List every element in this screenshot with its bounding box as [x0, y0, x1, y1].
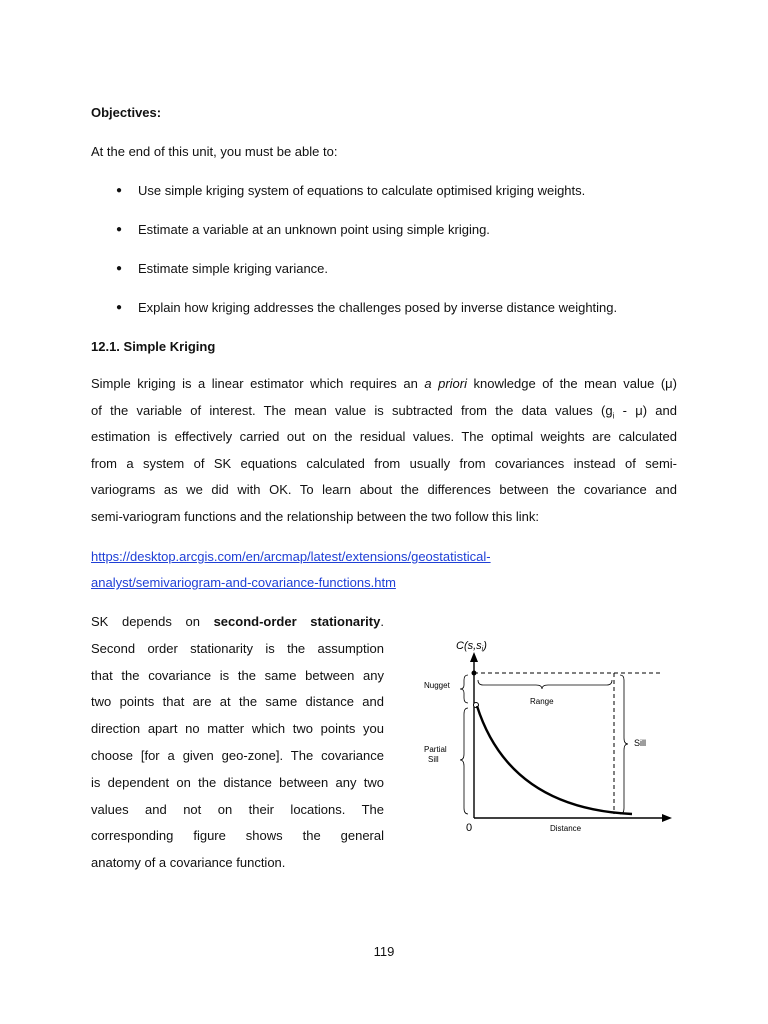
- range-brace: [478, 680, 612, 689]
- paragraph-line: that the covariance is the same between any: [91, 667, 384, 683]
- figure-y-label: C(s,si): [456, 640, 487, 653]
- sill-point: [472, 671, 477, 676]
- list-item-text: Use simple kriging system of equations to calculate optimised kriging weights.: [138, 183, 586, 198]
- paragraph-line: SK depends on second-order stationarity.: [91, 614, 384, 629]
- objectives-intro: At the end of this unit, you must be able to:: [91, 144, 338, 159]
- partial-sill-label: Sill: [428, 755, 439, 764]
- page-number: 119: [373, 944, 395, 959]
- paragraph-line: choose [for a given geo-zone]. The covariance: [91, 747, 384, 763]
- y-axis-arrow: [470, 652, 478, 662]
- reference-link-line-2[interactable]: [91, 575, 396, 590]
- paragraph-line: from a system of SK equations calculated from usually from covariances instead of semi-: [91, 455, 677, 471]
- list-item-text: Estimate a variable at an unknown point using simple kriging.: [138, 222, 490, 237]
- covariance-curve: [477, 706, 632, 814]
- x-axis-label: Distance: [550, 824, 582, 833]
- reference-link[interactable]: https://desktop.arcgis.com/en/arcmap/latest/extensions/geostatistical-: [91, 549, 491, 564]
- paragraph-line: is dependent on the distance between any two: [91, 774, 384, 790]
- sill-label: Sill: [634, 738, 647, 748]
- paragraph-line: two points that are at the same distance and: [91, 694, 384, 710]
- bullet-icon: ●: [116, 263, 123, 274]
- list-item-text: Estimate simple kriging variance.: [138, 261, 329, 276]
- paragraph-line: Simple kriging is a linear estimator which requires an a priori knowledge of the mean value (μ): [91, 376, 677, 391]
- paragraph-line: values and not on their locations. The: [91, 801, 384, 817]
- paragraph-line: variograms as we did with OK. To learn about the differences between the covariance and: [91, 482, 677, 498]
- paragraph-line: corresponding figure shows the general: [91, 828, 384, 844]
- covariance-function-figure: [408, 632, 680, 836]
- list-item-text: Explain how kriging addresses the challenges posed by inverse distance weighting.: [138, 300, 618, 315]
- paragraph-line: Second order stationarity is the assumption: [91, 640, 384, 656]
- section-heading: 12.1. Simple Kriging: [91, 339, 216, 354]
- reference-link-line-1[interactable]: [91, 549, 491, 564]
- sill-brace: [620, 675, 628, 814]
- paragraph-line: direction apart no matter which two points you: [91, 721, 384, 737]
- paragraph-stationarity: [91, 609, 384, 877]
- objectives-heading: Objectives:: [91, 105, 162, 120]
- bullet-icon: ●: [116, 302, 123, 313]
- paragraph-simple-kriging: [91, 371, 677, 531]
- paragraph-line: semi-variogram functions and the relationship between the two follow this link:: [91, 508, 540, 524]
- reference-link-continued[interactable]: analyst/semivariogram-and-covariance-functions.htm: [91, 575, 396, 590]
- range-label: Range: [530, 697, 554, 706]
- nugget-label: Nugget: [424, 681, 450, 690]
- bullet-icon: ●: [116, 185, 123, 196]
- partial-sill-brace: [460, 708, 468, 814]
- partial-sill-label: Partial: [424, 745, 447, 754]
- paragraph-line: of the variable of interest. The mean value is subtracted from the data values $(g_i - \mu)$ and: [91, 402, 677, 421]
- paragraph-line: estimation is effectively carried out on the residual values. The optimal weights are calculated: [91, 429, 677, 445]
- origin-label: 0: [466, 822, 473, 834]
- x-axis-arrow: [662, 814, 672, 822]
- bullet-icon: ●: [116, 224, 123, 235]
- nugget-brace: [460, 675, 468, 703]
- paragraph-line: anatomy of a covariance function.: [91, 855, 286, 871]
